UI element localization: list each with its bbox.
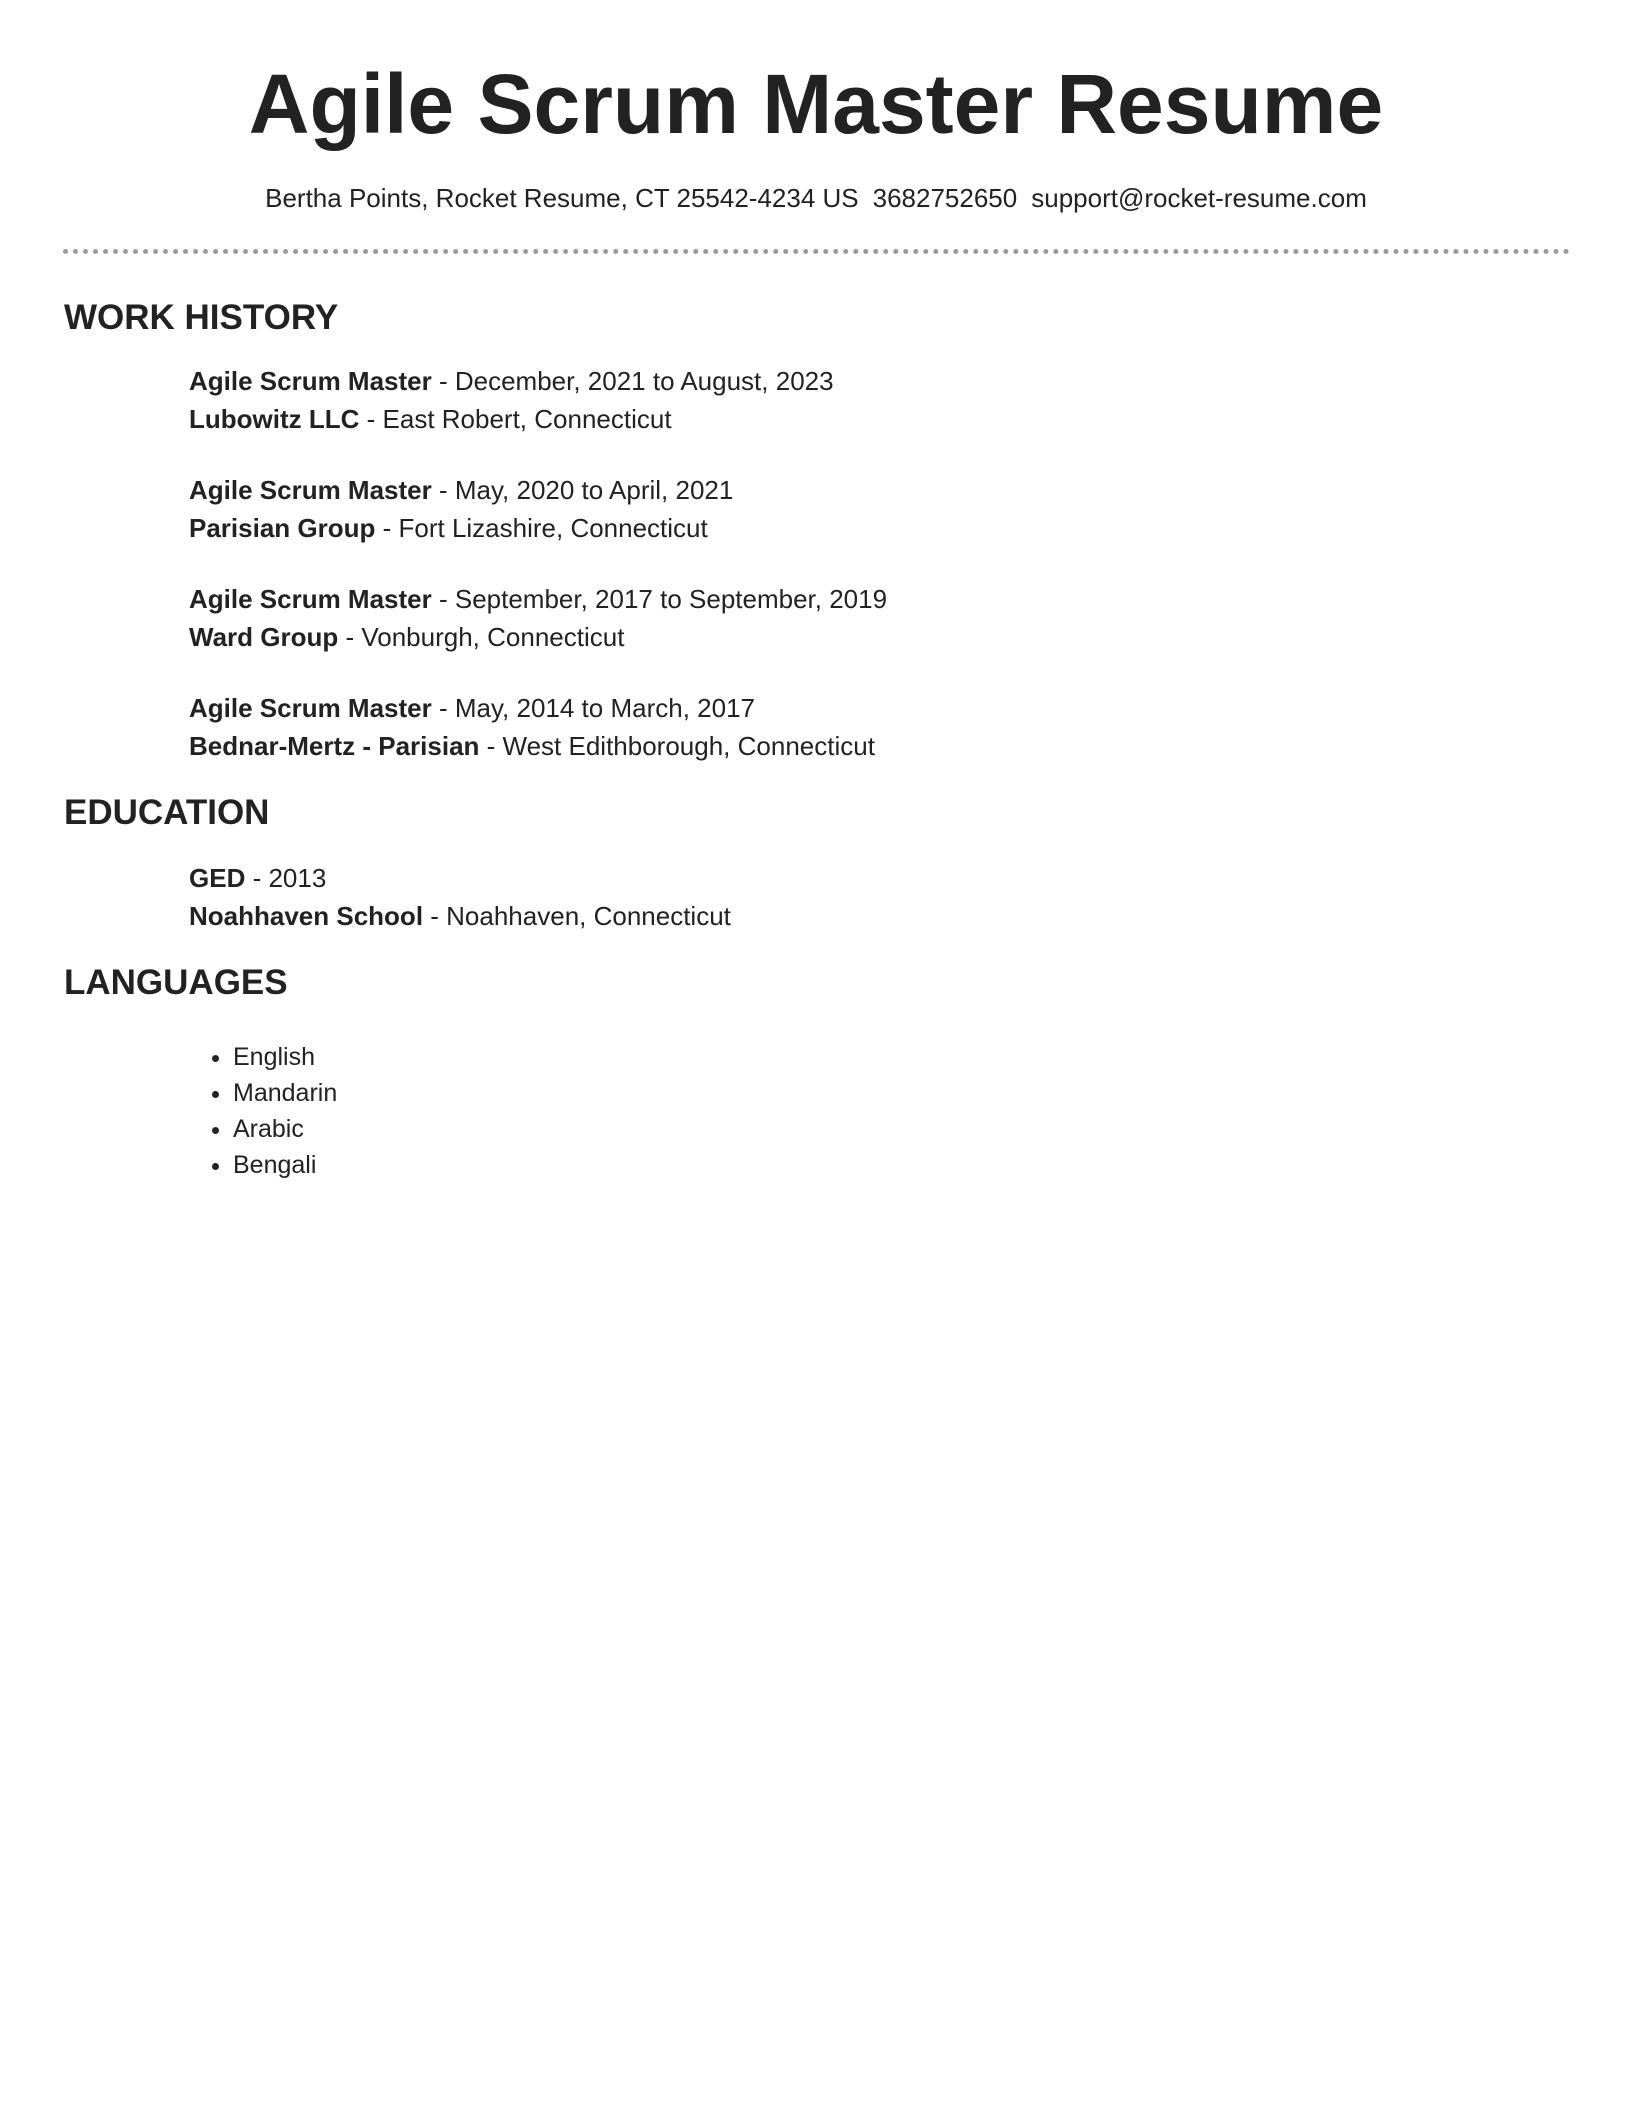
job-title-line xyxy=(189,580,887,618)
job-company: Lubowitz LLC xyxy=(189,404,360,434)
job-company-line xyxy=(189,618,887,656)
job-title-line xyxy=(189,689,875,727)
job-company: Ward Group xyxy=(189,622,339,652)
job-entry xyxy=(189,362,834,438)
contact-email: support@rocket-resume.com xyxy=(1031,183,1367,213)
job-position: Agile Scrum Master xyxy=(189,693,432,723)
job-dates: - December, 2021 to August, 2023 xyxy=(431,366,834,396)
job-dates: - May, 2020 to April, 2021 xyxy=(431,475,734,505)
school-line xyxy=(189,897,731,935)
job-position: Agile Scrum Master xyxy=(189,584,432,614)
contact-info xyxy=(0,180,1632,216)
language-item: • Mandarin xyxy=(233,1075,337,1111)
school-name: Noahhaven School xyxy=(189,901,424,931)
job-entry xyxy=(189,580,887,656)
work-history-heading: WORK HISTORY xyxy=(64,298,339,337)
job-company-line xyxy=(189,727,875,765)
job-location: - East Robert, Connecticut xyxy=(359,404,672,434)
contact-phone: 3682752650 xyxy=(872,183,1018,213)
header-divider xyxy=(63,249,1570,254)
job-position: Agile Scrum Master xyxy=(189,366,432,396)
language-item: • Bengali xyxy=(233,1147,337,1183)
job-location: - Fort Lizashire, Connecticut xyxy=(375,513,708,543)
job-title-line xyxy=(189,362,834,400)
job-position: Agile Scrum Master xyxy=(189,475,432,505)
job-company-line xyxy=(189,509,733,547)
job-dates: - May, 2014 to March, 2017 xyxy=(431,693,755,723)
degree: GED xyxy=(189,863,246,893)
education-heading: EDUCATION xyxy=(64,793,270,832)
school-location: - Noahhaven, Connecticut xyxy=(423,901,731,931)
resume-title: Agile Scrum Master Resume xyxy=(248,57,1384,151)
degree-line xyxy=(189,859,731,897)
job-company-line xyxy=(189,400,834,438)
job-location: - West Edithborough, Connecticut xyxy=(479,731,875,761)
language-item: • English xyxy=(233,1039,337,1075)
job-location: - Vonburgh, Connecticut xyxy=(338,622,625,652)
contact-address: Bertha Points, Rocket Resume, CT 25542-4234 US xyxy=(265,183,859,213)
job-dates: - September, 2017 to September, 2019 xyxy=(431,584,888,614)
job-entry xyxy=(189,471,733,547)
language-item: • Arabic xyxy=(233,1111,337,1147)
job-entry xyxy=(189,689,875,765)
job-company: Bednar-Mertz - Parisian xyxy=(189,731,480,761)
languages-list xyxy=(189,1039,337,1183)
job-company: Parisian Group xyxy=(189,513,376,543)
job-title-line xyxy=(189,471,733,509)
education-entry xyxy=(189,859,731,935)
languages-heading: LANGUAGES xyxy=(64,963,288,1002)
degree-year: - 2013 xyxy=(245,863,327,893)
